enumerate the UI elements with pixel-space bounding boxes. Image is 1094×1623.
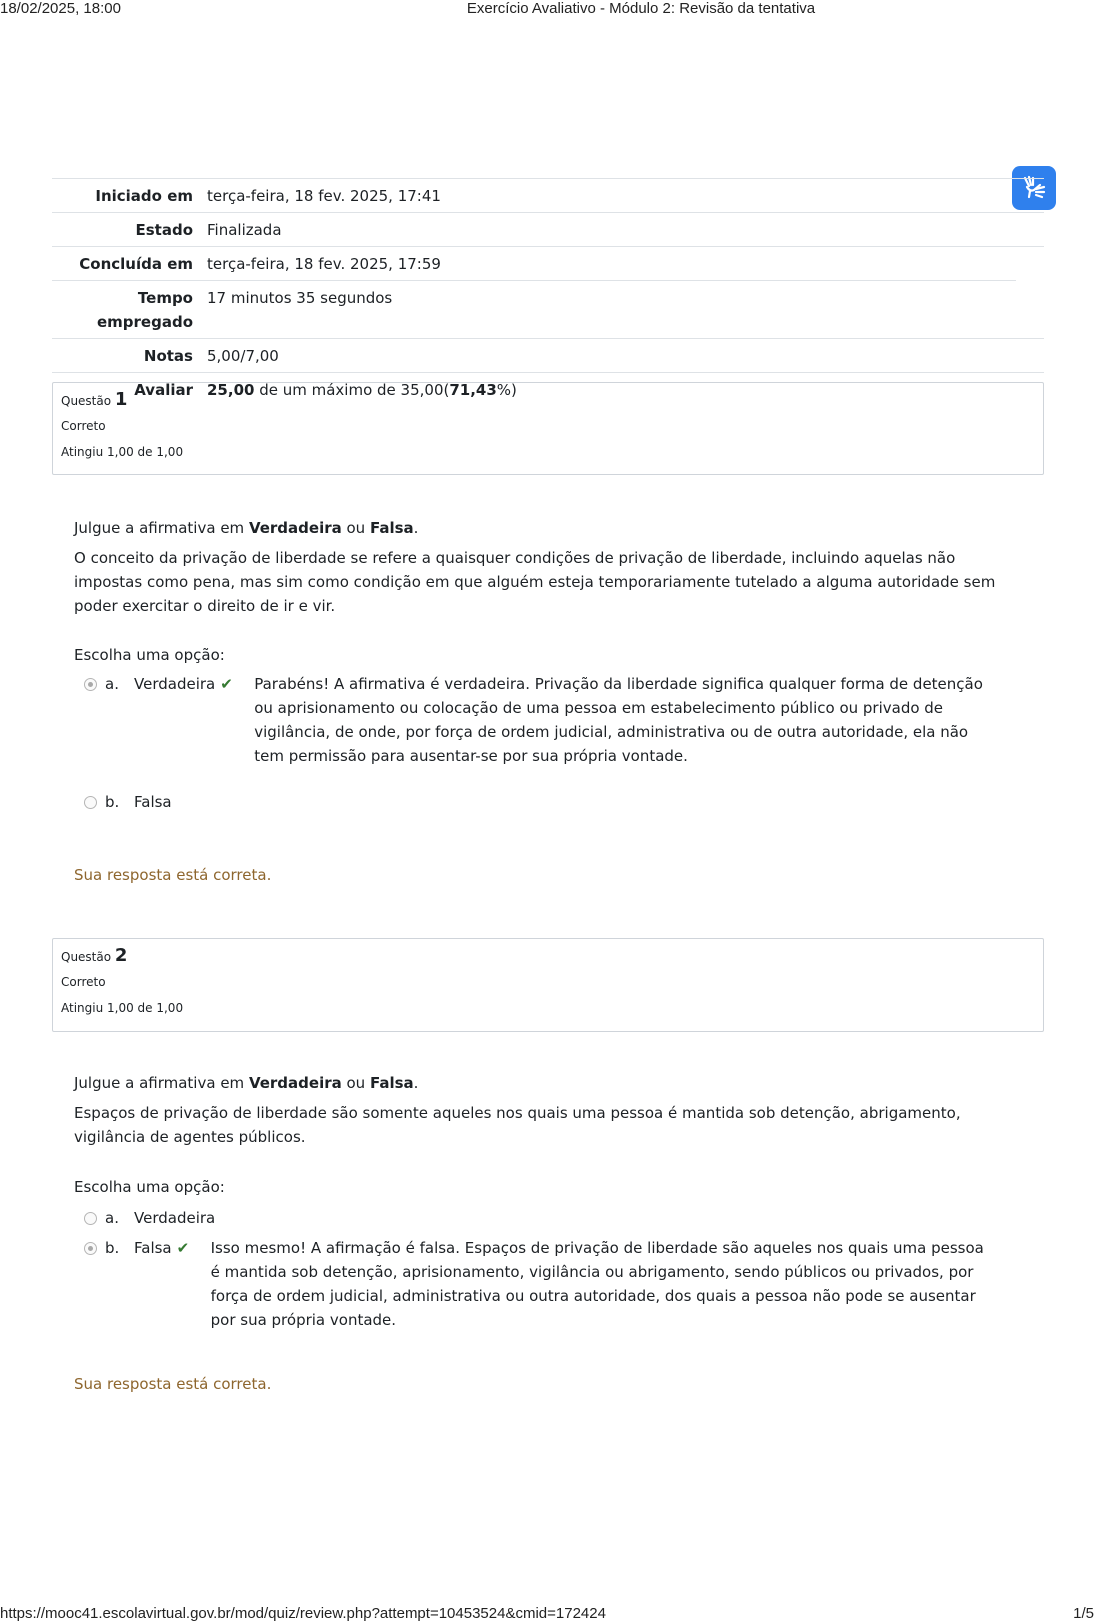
instruction-prefix: Julgue a afirmativa em [74,519,249,537]
instruction-or: ou [341,1074,370,1092]
question-2-outcome: Sua resposta está correta. [74,1375,272,1393]
question-label: Questão [61,950,115,964]
option-letter: b. [105,793,120,811]
summary-label-line1: Tempo [137,289,193,307]
summary-label: Avaliar [134,381,193,399]
print-page-title: Exercício Avaliativo - Módulo 2: Revisão da tentativa [466,0,816,17]
question-1-option-b[interactable] [84,790,172,814]
option-letter: b. [105,1239,120,1257]
print-header [0,0,1094,20]
question-1-prompt: Escolha uma opção: [74,646,225,664]
print-page-number: 1/5 [1073,1605,1094,1622]
correct-check-icon: ✔ [176,1239,190,1257]
summary-value: 17 minutos 35 segundos [207,289,393,307]
option-label: Falsa [134,793,172,811]
summary-label [52,286,207,334]
correct-check-icon: ✔ [220,675,233,693]
question-number [61,945,1035,968]
option-letter: a. [105,675,119,693]
instruction-end: . [413,519,419,537]
summary-value: terça-feira, 18 fev. 2025, 17:59 [207,255,441,273]
radio-button-checked[interactable] [84,1242,97,1255]
radio-button-checked[interactable] [84,678,97,691]
question-1-outcome: Sua resposta está correta. [74,866,272,884]
question-state: Correto [61,419,106,433]
question-2-info [52,938,1044,1032]
question-1-info [52,382,1044,475]
instruction-or: ou [341,519,370,537]
option-feedback: Isso mesmo! A afirmação é falsa. Espaços de privação de liberdade são aqueles nos quais uma pessoa é mantida sob detenção, aprisionamento, vigilância ou abrigamento, sendo públicos ou privados, por força de ordem judicial, administrativa ou outra autoridade, dos quais a pessoa não pode se ausentar por sua própria vontade. [210,1239,984,1329]
summary-row-state [52,212,1044,246]
print-footer [0,1603,1094,1623]
question-1-option-a[interactable] [84,672,1004,768]
instruction-end: . [413,1074,419,1092]
question-1-text [74,516,1024,624]
question-statement: O conceito da privação de liberdade se refere a quaisquer condições de privação de liberdade, incluindo aquelas não impostas como pena, mas sim como condição em que alguém esteja temporariamente tutelado a alguma autoridade sem poder exercitar o direito de ir e vir. [74,549,996,615]
summary-value: Finalizada [207,221,282,239]
summary-row-completed [52,246,1044,280]
print-datetime: 18/02/2025, 18:00 [0,0,121,17]
question-2-text [74,1071,1024,1155]
instruction-true: Verdadeira [248,1074,342,1092]
radio-button[interactable] [84,796,97,809]
option-label: Verdadeira [134,675,216,693]
radio-button[interactable] [84,1212,97,1225]
print-url: https://mooc41.escolavirtual.gov.br/mod/quiz/review.php?attempt=10453524&cmid=172424 [0,1605,606,1622]
question-2-option-a[interactable] [84,1206,215,1230]
summary-value: terça-feira, 18 fev. 2025, 17:41 [207,187,441,205]
question-state: Correto [61,975,106,989]
question-label: Questão [61,394,115,408]
summary-label: Estado [135,221,193,239]
question-number [61,389,1035,412]
grade-end: %) [496,381,517,399]
summary-value: 5,00/7,00 [207,347,279,365]
question-grade: Atingiu 1,00 de 1,00 [61,445,184,459]
grade-middle: de um máximo de 35,00( [254,381,450,399]
summary-label: Iniciado em [95,187,193,205]
question-number-value: 1 [114,389,128,410]
summary-row-marks [52,338,1044,372]
attempt-summary-table [52,178,1044,406]
question-2-option-b[interactable] [84,1236,1004,1332]
option-label: Falsa [134,1239,172,1257]
instruction-false: Falsa [369,1074,414,1092]
grade-score: 25,00 [207,381,255,399]
option-label: Verdadeira [134,1209,216,1227]
question-instruction [74,516,1024,540]
instruction-prefix: Julgue a afirmativa em [74,1074,249,1092]
summary-label-line2: empregado [96,313,193,331]
question-statement: Espaços de privação de liberdade são somente aqueles nos quais uma pessoa é mantida sob detenção, abrigamento, vigilância de agentes públicos. [74,1104,961,1146]
summary-label: Concluída em [79,255,193,273]
question-grade: Atingiu 1,00 de 1,00 [61,1001,184,1015]
summary-row-time [52,280,1016,338]
option-letter: a. [105,1209,119,1227]
question-2-prompt: Escolha uma opção: [74,1178,225,1196]
grade-percent: 71,43 [449,381,497,399]
instruction-false: Falsa [369,519,414,537]
summary-label: Notas [143,347,193,365]
summary-row-started [52,178,1044,212]
option-feedback: Parabéns! A afirmativa é verdadeira. Privação da liberdade significa qualquer forma de detenção ou aprisionamento ou colocação de uma pessoa em estabelecimento público ou privado de vigilância, de onde, por força de ordem judicial, administrativa ou de outra autoridade, ela não tem permissão para ausentar-se por sua própria vontade. [254,675,983,765]
instruction-true: Verdadeira [248,519,342,537]
question-number-value: 2 [114,945,128,966]
question-instruction [74,1071,1024,1095]
